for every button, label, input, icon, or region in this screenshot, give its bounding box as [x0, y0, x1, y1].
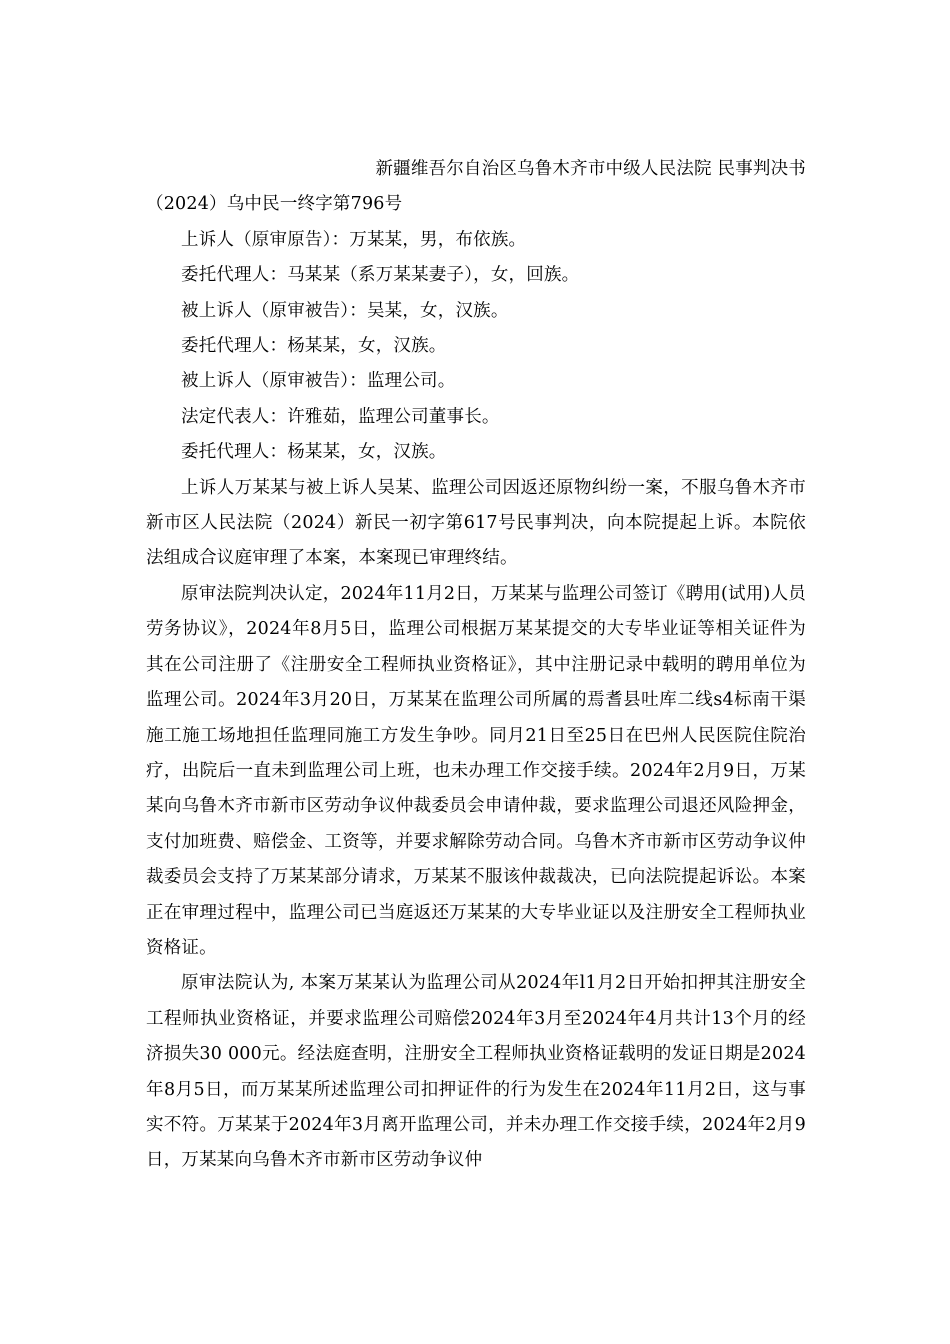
paragraph-case-summary: 上诉人万某某与被上诉人吴某、监理公司因返还原物纠纷一案，不服乌鲁木齐市新市区人民法院（2024）新民一初字第617号民事判决，向本院提起上诉。本院依法组成合议庭审理了本案，本案现已审理终结。	[146, 477, 806, 569]
party-appellant: 上诉人（原审原告）：万某某，男，布依族。	[181, 229, 527, 250]
party-appellee-wu-agent: 委托代理人：杨某某，女，汉族。	[181, 336, 447, 357]
party-appellee-company-agent: 委托代理人：杨某某，女，汉族。	[181, 442, 447, 463]
party-appellant-agent: 委托代理人：马某某（系万某某妻子），女，回族。	[181, 265, 580, 286]
document-title: 新疆维吾尔自治区乌鲁木齐市中级人民法院 民事判决书	[375, 159, 806, 179]
case-number: （2024）乌中民一终字第796号	[146, 194, 403, 215]
paragraph-original-findings: 原审法院判决认定，2024年11月2日，万某某与监理公司签订《聘用(试用)人员劳务协议》，2024年8月5日，监理公司根据万某某提交的大专毕业证等相关证件为其在公司注册了《注册安全工程师执业资格证》，其中注册记录中载明的聘用单位为监理公司。2024年3月20日，万某某在监理公司所属的焉耆县吐库二线s4标南干渠施工施工场地担任监理同施工方发生争吵。同月21日至25日在巴州人民医院住院治疗，出院后一直未到监理公司上班，也未办理工作交接手续。2024年2月9日，万某某向乌鲁木齐市新市区劳动争议仲裁委员会申请仲裁，要求监理公司退还风险押金，支付加班费、赔偿金、工资等，并要求解除劳动合同。乌鲁木齐市新市区劳动争议仲裁委员会支持了万某某部分请求，万某某不服该仲裁裁决，已向法院提起诉讼。本案正在审理过程中，监理公司已当庭返还万某某的大专毕业证以及注册安全工程师执业资格证。	[146, 583, 806, 958]
party-legal-representative: 法定代表人：许雅茹，监理公司董事长。	[181, 406, 500, 427]
party-appellee-company: 被上诉人（原审被告）：监理公司。	[181, 371, 456, 392]
paragraph-original-reasoning: 原审法院认为, 本案万某某认为监理公司从2024年l1月2日开始扣押其注册安全工程师执业资格证，并要求监理公司赔偿2024年3月至2024年4月共计13个月的经济损失30 000元。经法庭查明，注册安全工程师执业资格证载明的发证日期是2024年8月5日，而万某某所述监理公司扣押证件的行为发生在2024年11月2日，这与事实不符。万某某于2024年3月离开监理公司，并未办理工作交接手续，2024年2月9日，万某某向乌鲁木齐市新市区劳动争议仲	[146, 973, 806, 1171]
document-body	[146, 152, 806, 1179]
party-appellee-wu: 被上诉人（原审被告）：吴某，女，汉族。	[181, 300, 509, 321]
